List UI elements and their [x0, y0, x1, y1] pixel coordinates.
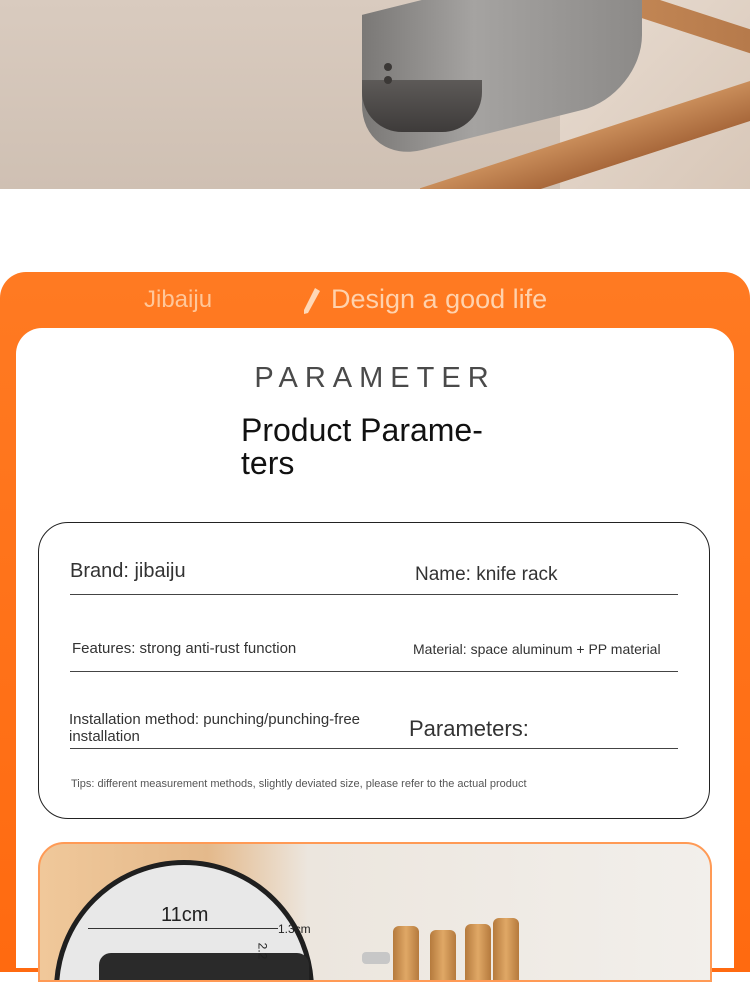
divider [70, 594, 678, 595]
param-material: Material: space aluminum + PP material [413, 641, 661, 657]
hero-photo [0, 0, 750, 189]
indicator-dot [384, 63, 392, 71]
pen-icon [300, 286, 322, 316]
param-name: Name: knife rack [415, 564, 558, 585]
param-installation: Installation method: punching/punching-free installation [69, 711, 361, 745]
section-subheading: Product Parame- ters [241, 412, 483, 481]
dimension-line [88, 928, 278, 929]
dimension-slot: 1.3cm [278, 922, 311, 936]
section-heading: PARAMETER [254, 362, 496, 394]
divider [70, 748, 678, 749]
brand-tag: Jibaiju [144, 286, 213, 313]
knife-handle [393, 926, 419, 982]
indicator-dot [384, 76, 392, 84]
dimension-width: 11cm [161, 904, 209, 926]
divider [70, 671, 678, 672]
slogan: Design a good life [331, 284, 548, 314]
param-parameters: Parameters: [409, 716, 529, 741]
knife-handle [493, 918, 519, 982]
rack-top-view [99, 953, 309, 982]
dispenser-base [362, 80, 482, 132]
param-features: Features: strong anti-rust function [72, 640, 297, 657]
knife-handle [430, 930, 456, 982]
dimension-depth: 2.2 [255, 942, 270, 960]
param-brand: Brand: jibaiju [70, 560, 186, 582]
product-photo-card [38, 842, 712, 982]
knife-handle [465, 924, 491, 982]
knife-cap [362, 952, 390, 964]
tips-note: Tips: different measurement methods, slightly deviated size, please refer to the actual product [71, 778, 527, 790]
